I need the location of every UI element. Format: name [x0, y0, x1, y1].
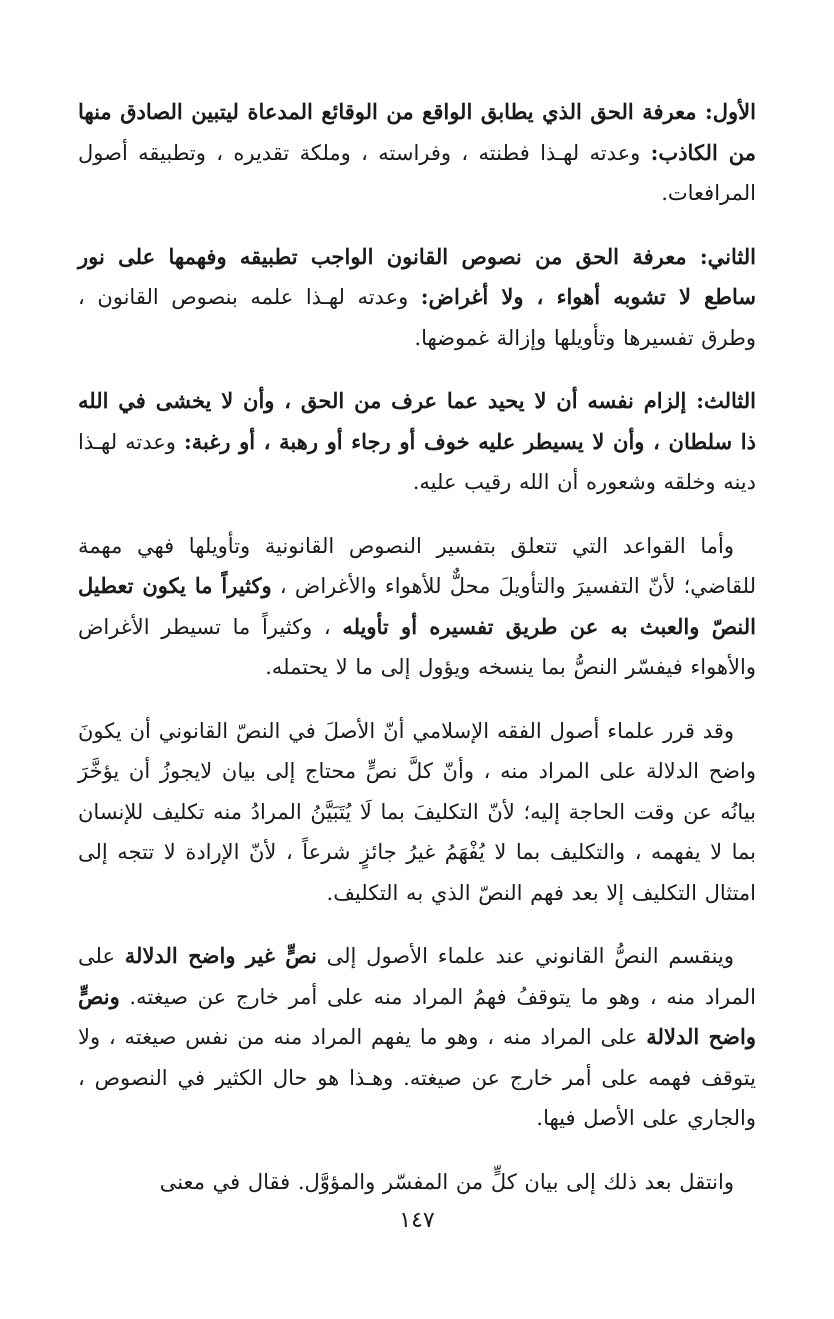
paragraph-continuation: [78, 1162, 756, 1203]
bold-text: الثاني: معرفة الحق من نصوص القانون الواجب تطبيقه وفهمها على نور ساطع لا تشوبه أهواء ، ولا أغراض:: [78, 243, 756, 309]
bold-text: الأول: معرفة الحق الذي يطابق الواقع من الوقائع المدعاة ليتبين الصادق منها من الكاذب:: [78, 99, 756, 165]
page-number: ١٤٧: [399, 1208, 435, 1233]
body-text: وعدته لهـذا دينه وخلقه وشعوره أن الله رقيب عليه.: [78, 429, 756, 494]
body-text: وأما القواعد التي تتعلق بتفسير النصوص القانونية وتأويلها فهي مهمة للقاضي؛ لأنّ التفسيرَ والتأويلَ محلٌّ للأهواء والأغراض ،: [78, 533, 756, 598]
paragraph-second-condition: [78, 237, 756, 359]
bold-text: الثالث: إلزام نفسه أن لا يحيد عما عرف من الحق ، وأن لا يخشى في الله ذا سلطان ، وأن لا يسيطر عليه خوف أو رجاء أو رهبة ، أو رغبة:: [78, 388, 756, 454]
paragraph-usul-scholars: [78, 711, 756, 914]
body-text: على المراد منه ، وهو ما يتوقفُ فهمُ المراد منه على أمر خارج عن صيغته.: [78, 944, 756, 1009]
body-text: وينقسم النصُّ القانوني عند علماء الأصول إلى: [316, 944, 734, 968]
paragraph-first-condition: [78, 92, 756, 214]
body-text: ، وكثيراً ما تسيطر الأغراض والأهواء فيفسّر النصُّ بما ينسخه ويؤول إلى ما لا يحتمله.: [78, 614, 756, 679]
body-text: وعدته لهـذا علمه بنصوص القانون ، وطرق تفسيرها وتأويلها وإزالة غموضها.: [78, 285, 756, 350]
paragraph-interpretation-rules: [78, 526, 756, 688]
body-text: وانتقل بعد ذلك إلى بيان كلٍّ من المفسّر والمؤوَّل. فقال في معنى: [159, 1169, 734, 1194]
bold-text: نصٍّ غير واضح الدلالة: [124, 943, 317, 968]
bold-text: ونصٍّ واضح الدلالة: [78, 983, 756, 1049]
body-text: على المراد منه ، وهو ما يفهم المراد منه من نفس صيغته ، ولا يتوقف فهمه على أمر خارج عن صيغته. وهـذا هو حال الكثير في النصوص ، والجاري على الأصل فيها.: [78, 1025, 756, 1130]
body-text: وقد قرر علماء أصول الفقه الإسلامي أنّ الأصلَ في النصّ القانوني أن يكونَ واضح الدلالة على المراد منه ، وأنّ كلَّ نصٍّ محتاج إلى بيان لايجوزُ أن يؤخَّرَ بيانُه عن وقت الحاجة إليه؛ لأنّ التكليفَ بما لَا يُتَبَيَّنُ المرادُ منه تكليف للإنسان بما لا يفهمه ، والتكليف بما لا يُفْهَمُ غيرُ جائزٍ شرعاً ، لأنّ الإرادة لا تتجه إلى امتثال التكليف إلا بعد فهم النصّ الذي به التكليف.: [78, 718, 756, 905]
paragraph-third-condition: [78, 381, 756, 503]
paragraph-text-division: [78, 936, 756, 1139]
body-text: وعدته لهـذا فطنته ، وفراسته ، وملكة تقديره ، وتطبيقه أصول المرافعات.: [78, 140, 756, 205]
bold-text: وكثيراً ما يكون تعطيل النصّ والعبث به عن طريق تفسيره أو تأويله: [78, 573, 756, 639]
